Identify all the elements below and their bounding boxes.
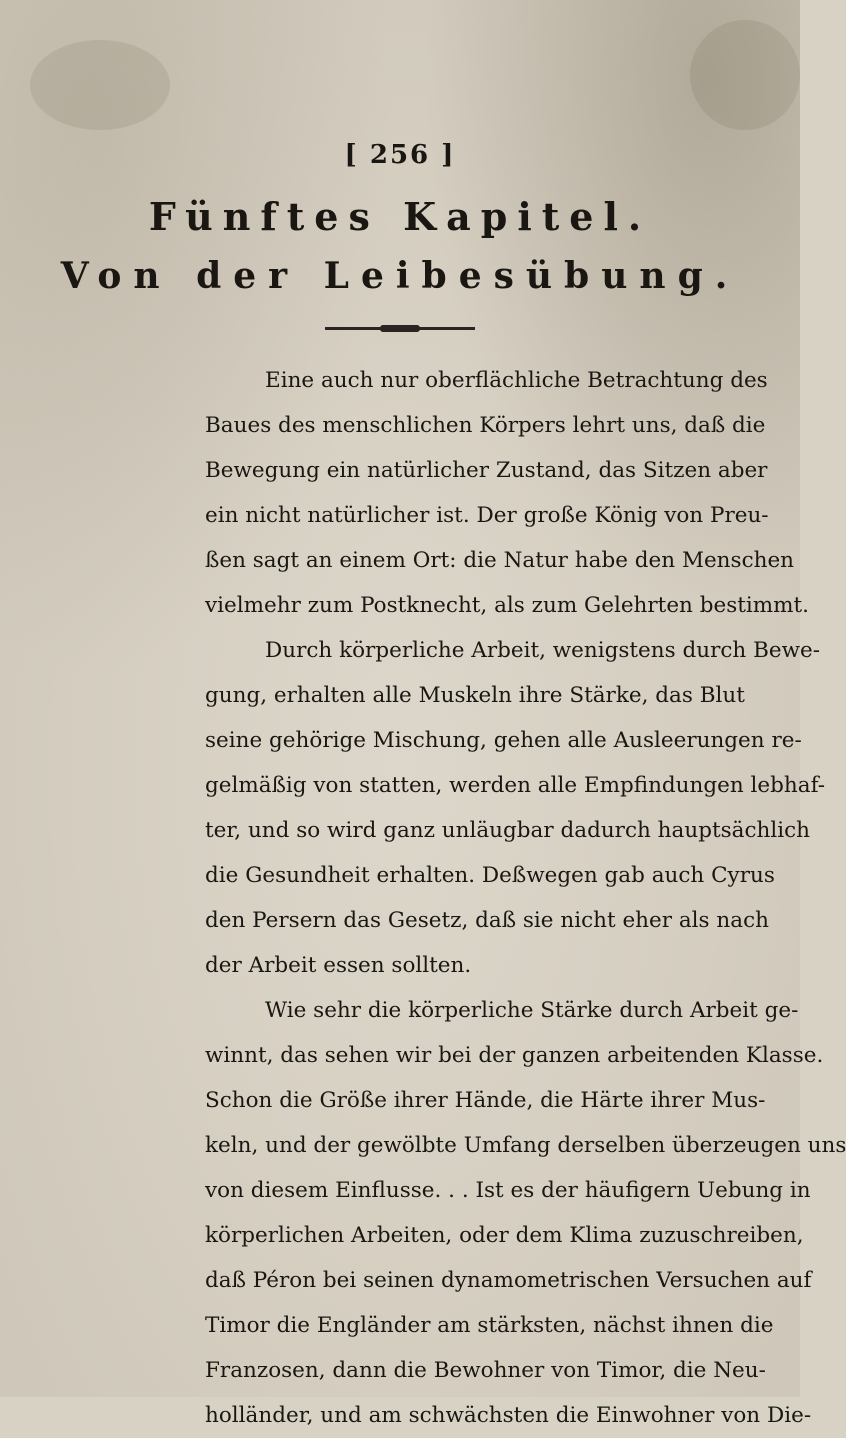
text-line: daß Péron bei seinen dynamometrischen Versuchen auf <box>205 1268 812 1293</box>
text-line: Timor die Engländer am stärksten, nächst ihnen die <box>205 1313 774 1338</box>
text-line: körperlichen Arbeiten, oder dem Klima zuzuschreiben, <box>205 1223 804 1248</box>
text-line: der Arbeit essen sollten. <box>205 953 472 978</box>
text-line: vielmehr zum Postknecht, als zum Gelehrten bestimmt. <box>205 593 810 618</box>
text-line: ter, und so wird ganz unläugbar dadurch hauptsächlich <box>205 818 810 843</box>
chapter-subtitle: Von der Leibesübung. <box>60 255 740 297</box>
text-line: die Gesundheit erhalten. Deßwegen gab auch Cyrus <box>205 863 775 888</box>
text-line: keln, und der gewölbte Umfang derselben überzeugen uns <box>205 1133 846 1158</box>
paper-stain <box>30 40 170 130</box>
paragraph-2 <box>205 628 826 988</box>
page-number: [ 256 ] <box>344 140 456 170</box>
paragraph-3 <box>205 988 846 1438</box>
text-line: gelmäßig von statten, werden alle Empfindungen lebhaf- <box>205 773 826 798</box>
text-line: den Persern das Gesetz, daß sie nicht eher als nach <box>205 908 769 933</box>
text-line: gung, erhalten alle Muskeln ihre Stärke, das Blut <box>205 683 745 708</box>
text-line: Franzosen, dann die Bewohner von Timor, die Neu- <box>205 1358 766 1383</box>
text-line: Durch körperliche Arbeit, wenigstens durch Bewe- <box>265 638 821 663</box>
text-line: Baues des menschlichen Körpers lehrt uns, daß die <box>205 413 766 438</box>
text-line: seine gehörige Mischung, gehen alle Ausleerungen re- <box>205 728 802 753</box>
text-line: winnt, das sehen wir bei der ganzen arbeitenden Klasse. <box>205 1043 824 1068</box>
text-line: Wie sehr die körperliche Stärke durch Arbeit ge- <box>265 998 799 1023</box>
text-line: Bewegung ein natürlicher Zustand, das Sitzen aber <box>205 458 768 483</box>
paper-stain <box>690 20 800 130</box>
chapter-title: Fünftes Kapitel. <box>148 194 652 239</box>
text-line: holländer, und am schwächsten die Einwohner von Die- <box>205 1403 812 1428</box>
paragraph-1 <box>205 358 810 628</box>
text-line: ßen sagt an einem Ort: die Natur habe den Menschen <box>205 548 795 573</box>
text-line: Eine auch nur oberflächliche Betrachtung des <box>265 368 768 393</box>
body-text <box>205 358 846 1438</box>
text-line: von diesem Einflusse. . . Ist es der häufigern Uebung in <box>205 1178 811 1203</box>
ornamental-rule <box>325 327 475 330</box>
text-line: Schon die Größe ihrer Hände, die Härte ihrer Mus- <box>205 1088 766 1113</box>
text-line: ein nicht natürlicher ist. Der große König von Preu- <box>205 503 769 528</box>
